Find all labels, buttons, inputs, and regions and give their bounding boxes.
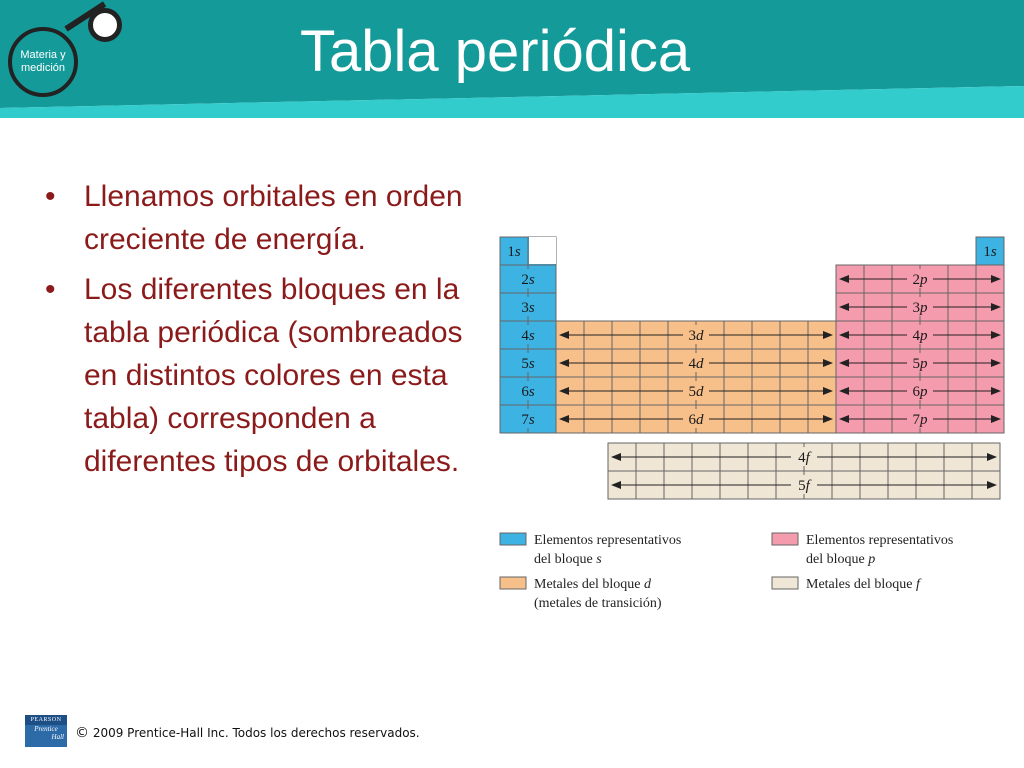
legend-swatch-d: [500, 577, 526, 589]
p-label-3p: 3p: [912, 300, 928, 316]
badge-line-1: Materia y: [20, 49, 66, 61]
p-label-6p: 6p: [912, 384, 928, 400]
copyright-text: 2009 Prentice-Hall Inc. Todos los derechos reservados.: [92, 726, 420, 740]
he-label: 1s: [983, 244, 997, 260]
p-label-7p: 7p: [912, 412, 928, 428]
bullet-item: • Los diferentes bloques en la tabla periódica (sombreados en distintos colores en esta tabla) corresponden a diferentes tipos de orbitales.: [40, 268, 490, 483]
s-label-2s: 2s: [521, 272, 535, 288]
logo-mid-text: Prentice: [34, 725, 58, 733]
legend-swatch-f: [772, 577, 798, 589]
legend-swatch-s: [500, 533, 526, 545]
d-label-5d: 5d: [688, 384, 704, 400]
badge-line-2: medición: [20, 62, 66, 74]
slide-title: Tabla periódica: [300, 19, 691, 84]
legend-text-d-line2: (metales de transición): [534, 596, 662, 611]
legend-swatch-p: [772, 533, 798, 545]
s-label-3s: 3s: [521, 300, 535, 316]
f-label-4f: 4f: [798, 450, 810, 466]
s-label-4s: 4s: [521, 328, 535, 344]
f-label-5f: 5f: [798, 478, 810, 494]
bullet-list: [40, 175, 490, 490]
pearson-logo: [25, 715, 67, 747]
d-label-3d: 3d: [688, 328, 704, 344]
d-label-4d: 4d: [688, 356, 704, 372]
legend-text-s-line2: del bloque s: [534, 552, 602, 567]
legend-text-d: Metales del bloque d: [534, 577, 652, 592]
p-label-4p: 4p: [912, 328, 928, 344]
legend-text-f: Metales del bloque f: [806, 577, 920, 592]
badge-knob: [88, 8, 122, 42]
copyright-symbol: ©: [75, 725, 89, 741]
s-label-1s-left: 1s: [507, 244, 521, 260]
p-label-5p: 5p: [912, 356, 928, 372]
s-label-7s: 7s: [521, 412, 535, 428]
logo-top-text: PEARSON: [25, 715, 67, 725]
legend-text-p-line2: del bloque p: [806, 552, 876, 567]
s-label-6s: 6s: [521, 384, 535, 400]
p-label-2p: 2p: [912, 272, 928, 288]
d-label-6d: 6d: [688, 412, 704, 428]
legend-text-p: Elementos representativos: [806, 533, 954, 548]
copyright-footer: [75, 725, 420, 741]
bullet-item: • Llenamos orbitales en orden creciente de energía.: [40, 175, 490, 261]
periodic-table-diagram: [490, 225, 1010, 625]
topic-badge: [8, 27, 78, 97]
legend-text-s: Elementos representativos: [534, 533, 682, 548]
s-label-5s: 5s: [521, 356, 535, 372]
logo-bot-text: Hall: [51, 733, 64, 741]
